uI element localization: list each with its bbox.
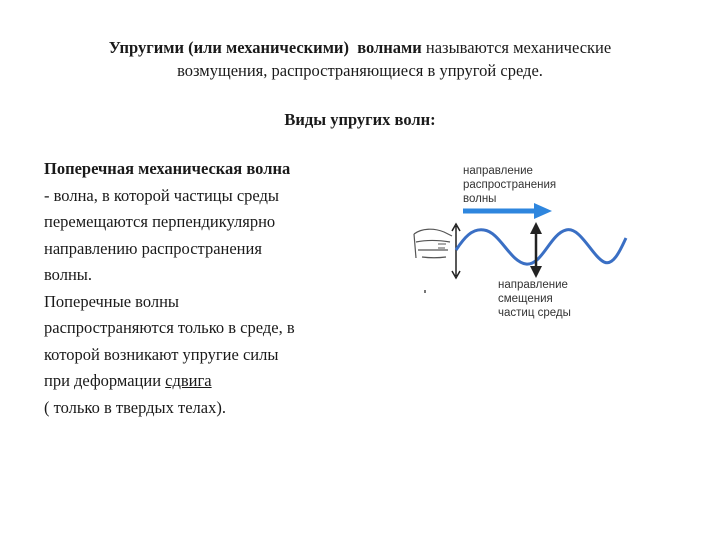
displacement-label-line: частиц среды (498, 307, 571, 319)
intro-bold-waves: волнами (357, 38, 422, 57)
body-last-line: ( только в твердых телах). (44, 397, 226, 417)
body-title: Поперечная механическая волна (44, 159, 291, 178)
particle-arrowhead-up-icon (530, 222, 542, 234)
body-line: распространяются только в среде, в (44, 318, 295, 337)
wave-diagram (408, 158, 638, 328)
displacement-label-line: направление (498, 279, 568, 291)
intro-paragraph (40, 36, 680, 82)
hand-icon (414, 229, 452, 258)
shear-link[interactable]: сдвига (165, 371, 212, 390)
body-line: Поперечные волны (44, 291, 180, 311)
intro-bold-term: Упругими (или механическими) (108, 38, 349, 57)
propagation-label-line: направление (463, 165, 533, 177)
intro-text-2: возмущения, распространяющиеся в упругой среде. (177, 61, 543, 80)
body-line: которой возникают упругие силы (44, 344, 279, 364)
body-line: волны. (44, 265, 92, 284)
body-line-prefix: при деформации (44, 371, 162, 390)
subheading: Виды упругих волн: (284, 110, 436, 129)
body-line-with-link (44, 368, 374, 395)
propagation-label-line: волны (463, 193, 497, 205)
transverse-wave-figure (408, 158, 638, 328)
small-marker-icon (424, 290, 426, 293)
propagation-arrowhead-icon (534, 203, 552, 219)
particle-arrowhead-down-icon (530, 266, 542, 278)
sine-wave-icon (456, 230, 626, 264)
body-text (44, 156, 374, 421)
hand-oscillation-arrow-icon (452, 224, 460, 278)
body-line: перемещаются перпендикулярно (44, 212, 276, 231)
propagation-label-line: распространения (463, 179, 557, 191)
body-line: - волна, в которой частицы среды (44, 185, 279, 205)
body-line: направлению распространения (44, 238, 262, 258)
displacement-label-line: смещения (498, 293, 553, 305)
intro-text-1: называются механические (425, 38, 612, 57)
